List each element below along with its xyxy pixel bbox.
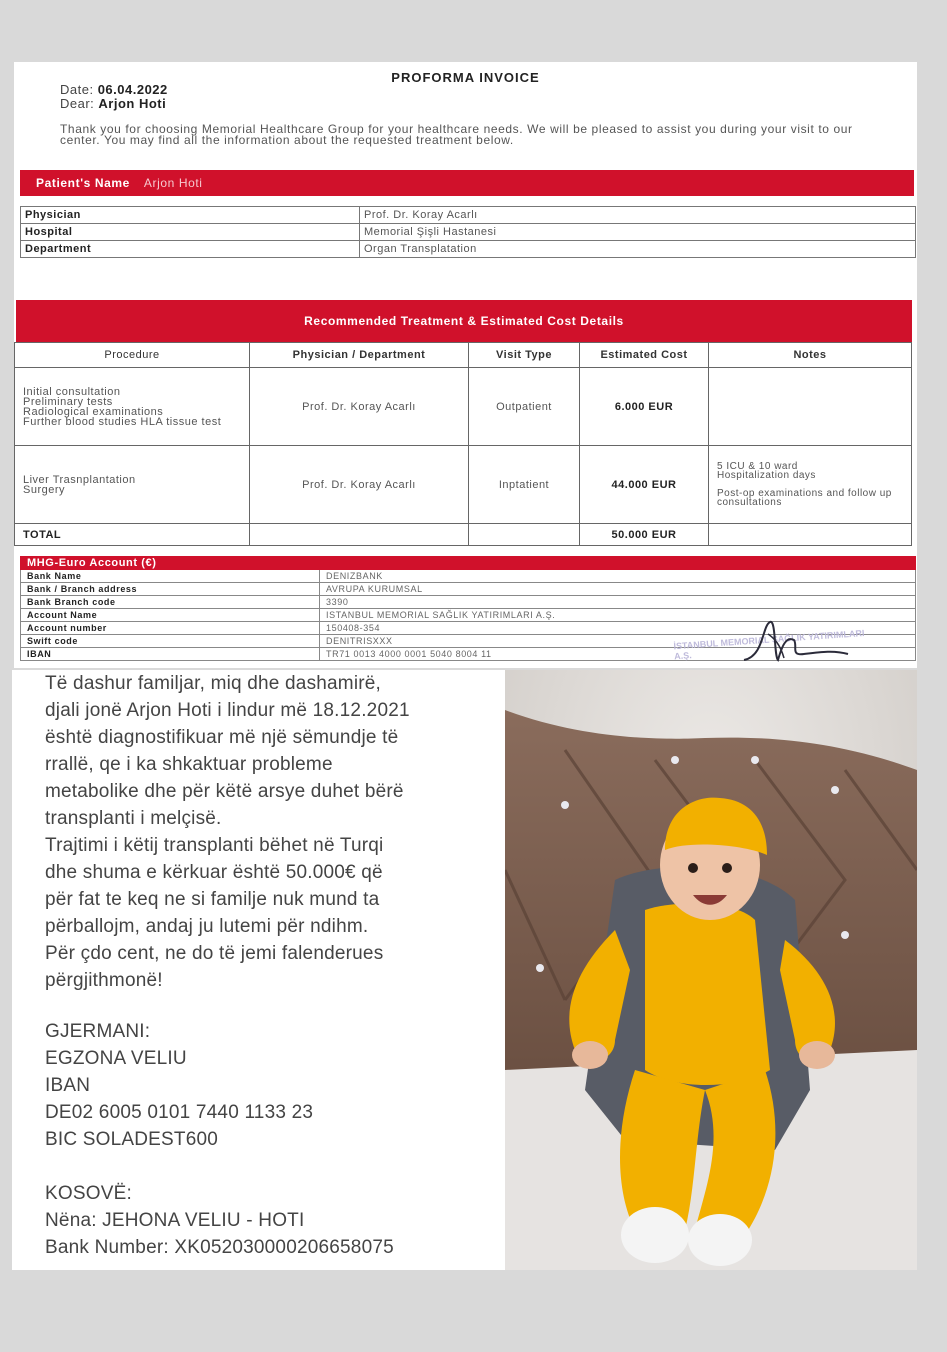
bank-row <box>21 583 916 596</box>
notes-cell: 5 ICU & 10 ward Hospitalization days Post-op examinations and follow up consultations <box>709 446 912 524</box>
kosovo-bank-block: KOSOVË: Nëna: JEHONA VELIU - HOTI Bank Number: XK05203000020665807​5 <box>45 1183 394 1258</box>
bank-value: DENIZBANK <box>320 570 916 583</box>
dear-value: Arjon Hoti <box>98 96 167 111</box>
cost-cell: 44.000 EUR <box>580 446 709 524</box>
bank-value: DENITRISXXX <box>320 635 916 648</box>
physician-info-table <box>20 206 916 258</box>
patient-name: Arjon Hoti <box>143 176 203 190</box>
appeal-panel <box>12 670 505 1270</box>
table-row <box>15 368 912 446</box>
total-value: 50.000 EUR <box>580 524 709 546</box>
total-label: TOTAL <box>15 524 250 546</box>
physician-cell: Prof. Dr. Koray Acarlı <box>250 446 469 524</box>
procedure-cell: Liver Trasnplantation Surgery <box>15 446 250 524</box>
bank-value: 150408-354 <box>320 622 916 635</box>
bank-label: Bank / Branch address <box>21 583 320 596</box>
germany-bank-block: GJERMANI: EGZONA VELIU IBAN DE02 6005 0101 7440 1133 23 BIC SOLADEST600 <box>45 1021 314 1150</box>
child-photo <box>505 670 917 1270</box>
proforma-invoice <box>14 62 917 668</box>
invoice-intro: Thank you for choosing Memorial Healthcare Group for your healthcare needs. We will be pleased to assist you during your visit to our center. You may find all the information about the requested treatment below. <box>60 122 853 147</box>
info-label: Physician <box>21 207 360 224</box>
bank-label: Swift code <box>21 635 320 648</box>
date-label: Date: <box>60 82 94 97</box>
info-row <box>21 207 916 224</box>
visit-type-cell: Outpatient <box>469 368 580 446</box>
bank-header-row <box>21 557 916 570</box>
info-label: Department <box>21 241 360 258</box>
cost-header-row <box>15 343 912 368</box>
total-row <box>15 524 912 546</box>
invoice-dear <box>60 96 166 111</box>
invoice-date <box>60 82 168 97</box>
bank-value: 3390 <box>320 596 916 609</box>
col-physician: Physician / Department <box>250 343 469 368</box>
treatment-title-bar: Recommended Treatment & Estimated Cost Details <box>16 300 912 342</box>
bank-title: MHG-Euro Account (€) <box>21 557 320 570</box>
bank-label: Bank Name <box>21 570 320 583</box>
physician-cell: Prof. Dr. Koray Acarlı <box>250 368 469 446</box>
date-value: 06.04.2022 <box>97 82 168 97</box>
visit-type-cell: Inptatient <box>469 446 580 524</box>
empty-cell <box>469 524 580 546</box>
procedure-cell: Initial consultation Preliminary tests Radiological examinations Further blood studies HLA tissue test <box>15 368 250 446</box>
col-visit-type: Visit Type <box>469 343 580 368</box>
info-value: Memorial Şişli Hastanesi <box>360 224 916 241</box>
info-label: Hospital <box>21 224 360 241</box>
col-procedure: Procedure <box>15 343 250 368</box>
bank-value: ISTANBUL MEMORIAL SAĞLIK YATIRIMLARI A.Ş. <box>320 609 916 622</box>
bank-value: TR71 0013 4000 0001 5040 8004 11 <box>320 648 916 661</box>
bank-label: Account Name <box>21 609 320 622</box>
bank-row <box>21 570 916 583</box>
bank-label: IBAN <box>21 648 320 661</box>
table-row <box>15 446 912 524</box>
dear-label: Dear: <box>60 96 95 111</box>
info-row <box>21 224 916 241</box>
cost-cell: 6.000 EUR <box>580 368 709 446</box>
info-value: Organ Transplatation <box>360 241 916 258</box>
empty-cell <box>250 524 469 546</box>
company-stamp: İSTANBUL MEMORIAL SAĞLIK YATIRIMLARI A.Ş. <box>673 628 865 662</box>
col-notes: Notes <box>709 343 912 368</box>
signature-icon <box>734 616 854 666</box>
appeal-message: Të dashur familjar, miq dhe dashamirë, djali jonë Arjon Hoti i lindur më 18.12.2021 është diagnostifikuar më një sëmundje të rrallë, qe i ka shkaktuar probleme metabolike dhe për këtë arsye duhet bërë transplanti i melçisë. Trajtimi i këtij transplanti bëhet në Turqi dhe shuma e kërkuar është 50.000€ që për fat te keq ne si familje nuk mund ta përballojm, andaj ju lutemi për ndihm. Për çdo cent, ne do të jemi falenderues përgjithmonë! <box>45 673 410 991</box>
patient-label: Patient's Name <box>36 176 130 190</box>
empty-cell <box>320 557 916 570</box>
info-row <box>21 241 916 258</box>
notes-cell <box>709 368 912 446</box>
bank-row <box>21 596 916 609</box>
info-value: Prof. Dr. Koray Acarlı <box>360 207 916 224</box>
bank-label: Account number <box>21 622 320 635</box>
child-photo-illustration <box>505 670 917 1270</box>
bank-value: AVRUPA KURUMSAL <box>320 583 916 596</box>
col-estimated-cost: Estimated Cost <box>580 343 709 368</box>
invoice-title: PROFORMA INVOICE <box>391 70 540 85</box>
bank-label: Bank Branch code <box>21 596 320 609</box>
treatment-cost-table <box>14 342 912 546</box>
empty-cell <box>709 524 912 546</box>
patient-name-bar <box>20 170 914 196</box>
